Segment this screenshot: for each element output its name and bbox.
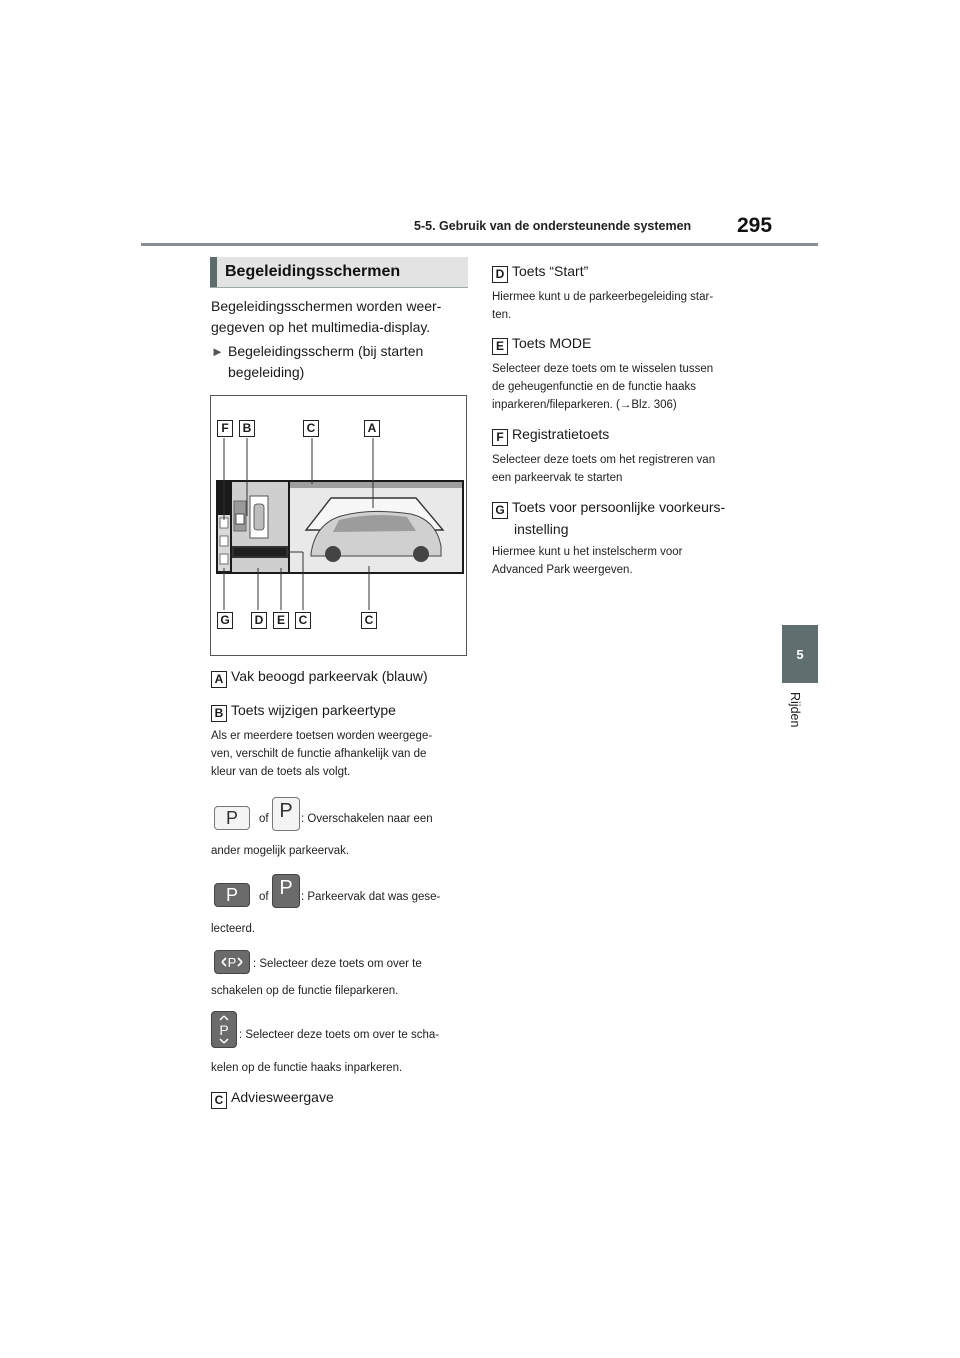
svg-text:P: P bbox=[219, 1022, 229, 1038]
control-button-3 bbox=[220, 554, 228, 564]
parallel-parking-icon bbox=[214, 950, 250, 974]
desc-p3-line-2: schakelen op de functie fileparkeren. bbox=[211, 985, 399, 997]
d-desc-line-1: Hiermee kunt u de parkeerbegeleiding star- bbox=[492, 291, 714, 303]
item-f bbox=[492, 425, 609, 446]
item-e-title: Toets MODE bbox=[512, 335, 592, 351]
desc-p1-line-1: : Overschakelen naar een bbox=[301, 813, 433, 825]
g-desc-line-2: Advanced Park weergeven. bbox=[492, 564, 633, 576]
figure-label-c-top: C bbox=[303, 420, 319, 437]
desc-p2-line-1: : Parkeervak dat was gese- bbox=[301, 891, 441, 903]
intro-paragraph bbox=[211, 296, 473, 338]
or-text-2: of bbox=[259, 891, 269, 903]
desc-p3-line-1: : Selecteer deze toets om over te bbox=[253, 958, 422, 970]
advice-bar bbox=[290, 482, 462, 488]
page-number: 295 bbox=[737, 214, 773, 237]
bullet-item bbox=[211, 341, 473, 383]
desc-p2-line-2: lecteerd. bbox=[211, 923, 256, 935]
d-desc-line-2: ten. bbox=[492, 309, 512, 321]
figure-label-d: D bbox=[251, 612, 267, 629]
figure-label-e: E bbox=[273, 612, 289, 629]
intro-text: Begeleidingsschermen worden weer- gegeven op het multimedia-display. bbox=[211, 298, 442, 335]
running-header: 5-5. Gebruik van de ondersteunende systemen bbox=[414, 219, 692, 233]
item-b bbox=[211, 701, 396, 722]
p-button-dark-icon: P bbox=[214, 883, 250, 907]
p-button-dark-large-icon: P bbox=[272, 874, 300, 908]
f-desc-line-1: Selecteer deze toets om het registreren van bbox=[492, 454, 716, 466]
desc-p4-line-2: kelen op de functie haaks inparkeren. bbox=[211, 1062, 403, 1074]
figure-label-a: A bbox=[364, 420, 380, 437]
p-button-light-large-icon: P bbox=[272, 797, 300, 831]
label-d: D bbox=[492, 266, 508, 283]
item-f-description bbox=[492, 451, 762, 487]
e-desc-line-3: inparkeren/fileparkeren. (→Blz. 306) bbox=[492, 399, 677, 411]
desc-p4-line-1: : Selecteer deze toets om over te scha- bbox=[239, 1029, 440, 1041]
item-g-title-1: Toets voor persoonlijke voorkeurs- bbox=[512, 499, 726, 515]
header-rule bbox=[141, 243, 818, 246]
g-desc-line-1: Hiermee kunt u het instelscherm voor bbox=[492, 546, 683, 558]
figure-label-c-mid: C bbox=[295, 612, 311, 629]
b-desc-line-3: kleur van de toets als volgt. bbox=[211, 766, 351, 778]
desc-p1-line-2: ander mogelijk parkeervak. bbox=[211, 845, 350, 857]
section-heading-rule bbox=[210, 287, 468, 288]
item-g-description bbox=[492, 543, 762, 579]
figure-label-g: G bbox=[217, 612, 233, 629]
item-c-title: Adviesweergave bbox=[231, 1089, 334, 1105]
or-text-1: of bbox=[259, 813, 269, 825]
item-d bbox=[492, 262, 588, 283]
chapter-tab: 5 bbox=[782, 625, 818, 683]
label-e: E bbox=[492, 338, 508, 355]
figure-label-c-right: C bbox=[361, 612, 377, 629]
item-e bbox=[492, 334, 591, 355]
label-b: B bbox=[211, 705, 227, 722]
e-desc-line-1: Selecteer deze toets om te wisselen tussen bbox=[492, 363, 714, 375]
item-a-title: Vak beoogd parkeervak (blauw) bbox=[231, 668, 428, 684]
p-button-light-icon: P bbox=[214, 806, 250, 830]
guidance-screen-figure bbox=[210, 395, 467, 656]
bullet-line-2: begeleiding) bbox=[228, 364, 305, 380]
item-g bbox=[492, 498, 725, 519]
b-desc-line-1: Als er meerdere toetsen worden weergege- bbox=[211, 730, 433, 742]
bullet-line-1: Begeleidingsscherm (bij starten bbox=[228, 343, 424, 359]
chapter-label: Rijden bbox=[788, 692, 802, 728]
label-c: C bbox=[211, 1092, 227, 1109]
camera-car-wheel-2 bbox=[413, 546, 429, 562]
item-b-description bbox=[211, 727, 473, 781]
label-a: A bbox=[211, 671, 227, 688]
start-mode-bar bbox=[234, 548, 286, 556]
item-e-description bbox=[492, 360, 762, 414]
b-desc-line-2: ven, verschilt de functie afhankelijk van de bbox=[211, 748, 427, 760]
p-toggle-button bbox=[236, 514, 244, 524]
control-button-2 bbox=[220, 536, 228, 546]
perpendicular-parking-icon bbox=[211, 1011, 237, 1048]
figure-label-b: B bbox=[239, 420, 255, 437]
label-f: F bbox=[492, 429, 508, 446]
item-d-title: Toets “Start” bbox=[512, 263, 589, 279]
label-g: G bbox=[492, 502, 508, 519]
svg-text:P: P bbox=[227, 955, 237, 970]
top-view-car bbox=[254, 504, 264, 530]
camera-car-wheel-1 bbox=[325, 546, 341, 562]
f-desc-line-2: een parkeervak te starten bbox=[492, 472, 623, 484]
item-a bbox=[211, 667, 428, 688]
section-heading: Begeleidingsschermen bbox=[210, 257, 468, 287]
item-f-title: Registratietoets bbox=[512, 426, 610, 442]
arrow-bullet-icon: ► bbox=[211, 344, 224, 359]
item-b-title: Toets wijzigen parkeertype bbox=[231, 702, 396, 718]
item-c bbox=[211, 1088, 334, 1109]
e-desc-line-2: de geheugenfunctie en de functie haaks bbox=[492, 381, 696, 393]
figure-label-f: F bbox=[217, 420, 233, 437]
item-g-title-2: instelling bbox=[514, 521, 569, 537]
item-d-description bbox=[492, 288, 762, 324]
